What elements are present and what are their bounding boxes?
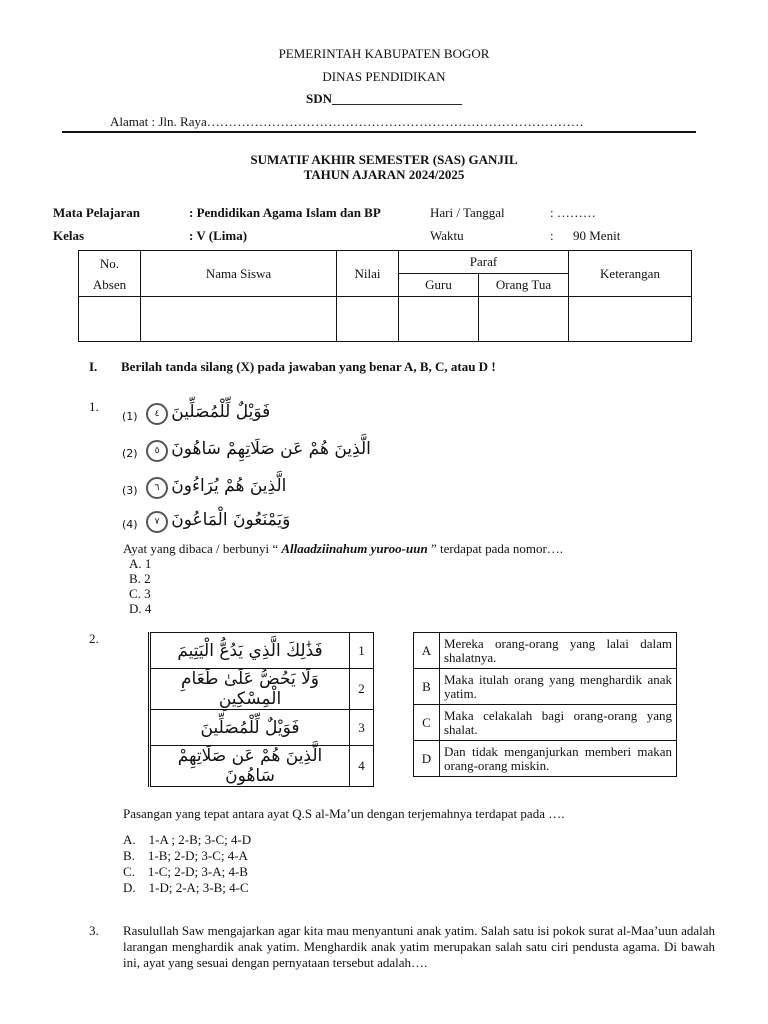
keterangan-header: Keterangan bbox=[569, 251, 692, 297]
q2-translation-letter: A bbox=[414, 633, 440, 669]
q1-option-d[interactable]: D. 4 bbox=[129, 601, 152, 616]
q2-translation-letter: D bbox=[414, 741, 440, 777]
ayah-number-icon: ٦ bbox=[146, 477, 168, 499]
q2-verse-arabic: فَذَٰلِكَ الَّذِي يَدُعُّ الْيَتِيمَ bbox=[150, 633, 350, 669]
q1-verse-2 bbox=[146, 439, 371, 462]
orang-tua-header: Orang Tua bbox=[479, 274, 569, 297]
q2-translation-letter: B bbox=[414, 669, 440, 705]
keterangan-cell[interactable] bbox=[569, 297, 692, 342]
q1-verse-arabic: وَيَمْنَعُونَ الْمَاعُونَ bbox=[171, 510, 291, 530]
guru-header: Guru bbox=[399, 274, 479, 297]
q2-verse-num: 1 bbox=[350, 633, 374, 669]
q1-question-pre: Ayat yang dibaca / berbunyi “ bbox=[123, 541, 282, 556]
q2-translation-text: Mereka orang-orang yang lalai dalam shalatnya. bbox=[440, 633, 677, 669]
q2-verse-arabic: وَلَا يَحُضُّ عَلَىٰ طَعَامِ الْمِسْكِينِ bbox=[150, 669, 350, 710]
q2-translation-table bbox=[413, 632, 677, 777]
time-value: 90 Menit bbox=[573, 228, 621, 243]
time-colon: : bbox=[550, 228, 554, 243]
q1-verse-arabic: الَّذِينَ هُمْ يُرَاءُونَ bbox=[171, 476, 287, 496]
q2-verse-arabic: الَّذِينَ هُمْ عَن صَلَاتِهِمْ سَاهُونَ bbox=[150, 746, 350, 787]
q2-option-b[interactable]: B. 1-B; 2-D; 3-C; 4-A bbox=[123, 848, 248, 863]
q2-verse-num: 2 bbox=[350, 669, 374, 710]
q2-translation-text: Dan tidak menganjurkan memberi makan orang-orang miskin. bbox=[440, 741, 677, 777]
header-divider bbox=[62, 131, 696, 133]
nilai-cell[interactable] bbox=[337, 297, 399, 342]
day-label: Hari / Tanggal bbox=[430, 205, 505, 220]
q1-question-emph: Allaadziinahum yuroo-uun bbox=[281, 541, 428, 556]
q1-option-a[interactable]: A. 1 bbox=[129, 556, 152, 571]
paraf-guru-cell[interactable] bbox=[399, 297, 479, 342]
section-numeral: I. bbox=[89, 359, 98, 374]
q1-verse-num: (3) bbox=[122, 484, 138, 497]
header-address: Alamat : Jln. Raya…………………………………………………………………………… bbox=[110, 114, 584, 129]
q2-option-d[interactable]: D. 1-D; 2-A; 3-B; 4-C bbox=[123, 880, 249, 895]
no-label: No. bbox=[99, 255, 120, 271]
q3-text: Rasulullah Saw mengajarkan agar kita mau menyantuni anak yatim. Salah satu isi pokok surat al-Maa’uun adalah larangan menghardik anak yatim. Menghardik anak yatim merupakan salah satu ciri pendusta agama. Di bawah ini, ayat yang sesuai dengan pernyataan tersebut adalah…. bbox=[123, 923, 715, 970]
subject-value: : Pendidikan Agama Islam dan BP bbox=[189, 205, 381, 220]
q1-option-c[interactable]: C. 3 bbox=[129, 586, 151, 601]
q2-translation-text: Maka celakalah bagi orang-orang yang shalat. bbox=[440, 705, 677, 741]
q2-verse-num: 4 bbox=[350, 746, 374, 787]
ayah-number-icon: ٧ bbox=[146, 511, 168, 533]
q2-number: 2. bbox=[89, 631, 99, 646]
q2-option-a[interactable]: A. 1-A ; 2-B; 3-C; 4-D bbox=[123, 832, 252, 847]
header-government: PEMERINTAH KABUPATEN BOGOR bbox=[278, 46, 490, 61]
exam-title: SUMATIF AKHIR SEMESTER (SAS) GANJIL bbox=[250, 152, 518, 167]
subject-label: Mata Pelajaran bbox=[53, 205, 141, 220]
absen-label: Absen bbox=[92, 276, 127, 292]
absen-header bbox=[79, 251, 141, 297]
ayah-number-icon: ٥ bbox=[146, 440, 168, 462]
q2-translation-text: Maka itulah orang yang menghardik anak yatim. bbox=[440, 669, 677, 705]
time-label: Waktu bbox=[430, 228, 464, 243]
q1-verse-1 bbox=[146, 402, 270, 425]
q2-question: Pasangan yang tepat antara ayat Q.S al-Ma’un dengan terjemahnya terdapat pada …. bbox=[123, 806, 565, 821]
paraf-header: Paraf bbox=[399, 251, 569, 274]
q1-verse-num: (4) bbox=[122, 518, 138, 531]
q1-verse-4 bbox=[146, 510, 290, 533]
absen-cell[interactable] bbox=[79, 297, 141, 342]
header-school: SDN____________________ bbox=[305, 91, 462, 106]
class-label: Kelas bbox=[53, 228, 85, 243]
q1-verse-num: (2) bbox=[122, 447, 138, 460]
section-instruction: Berilah tanda silang (X) pada jawaban yang benar A, B, C, atau D ! bbox=[121, 359, 496, 374]
q2-verse-arabic: فَوَيْلٌ لِّلْمُصَلِّينَ bbox=[150, 710, 350, 746]
q1-verse-3 bbox=[146, 476, 286, 499]
header-office: DINAS PENDIDIKAN bbox=[322, 69, 446, 84]
q3-number: 3. bbox=[89, 923, 99, 938]
q1-question-post: ” terdapat pada nomor…. bbox=[427, 541, 564, 556]
q1-option-b[interactable]: B. 2 bbox=[129, 571, 151, 586]
q2-option-c[interactable]: C. 1-C; 2-D; 3-A; 4-B bbox=[123, 864, 248, 879]
class-value: : V (Lima) bbox=[189, 228, 248, 243]
paraf-ortu-cell[interactable] bbox=[479, 297, 569, 342]
q1-number: 1. bbox=[89, 399, 99, 414]
student-identity-table bbox=[78, 250, 692, 342]
q2-verse-table bbox=[148, 632, 374, 787]
exam-year: TAHUN AJARAN 2024/2025 bbox=[303, 167, 465, 182]
nilai-header: Nilai bbox=[337, 251, 399, 297]
q1-verse-arabic: الَّذِينَ هُمْ عَن صَلَاتِهِمْ سَاهُونَ bbox=[171, 439, 371, 459]
q1-question bbox=[123, 541, 563, 557]
q1-verse-arabic: فَوَيْلٌ لِّلْمُصَلِّينَ bbox=[171, 402, 271, 422]
nama-cell[interactable] bbox=[141, 297, 337, 342]
q1-verse-num: (1) bbox=[122, 410, 138, 423]
day-value: : ……… bbox=[550, 205, 596, 220]
q2-translation-letter: C bbox=[414, 705, 440, 741]
ayah-number-icon: ٤ bbox=[146, 403, 168, 425]
q2-verse-num: 3 bbox=[350, 710, 374, 746]
nama-header: Nama Siswa bbox=[141, 251, 337, 297]
